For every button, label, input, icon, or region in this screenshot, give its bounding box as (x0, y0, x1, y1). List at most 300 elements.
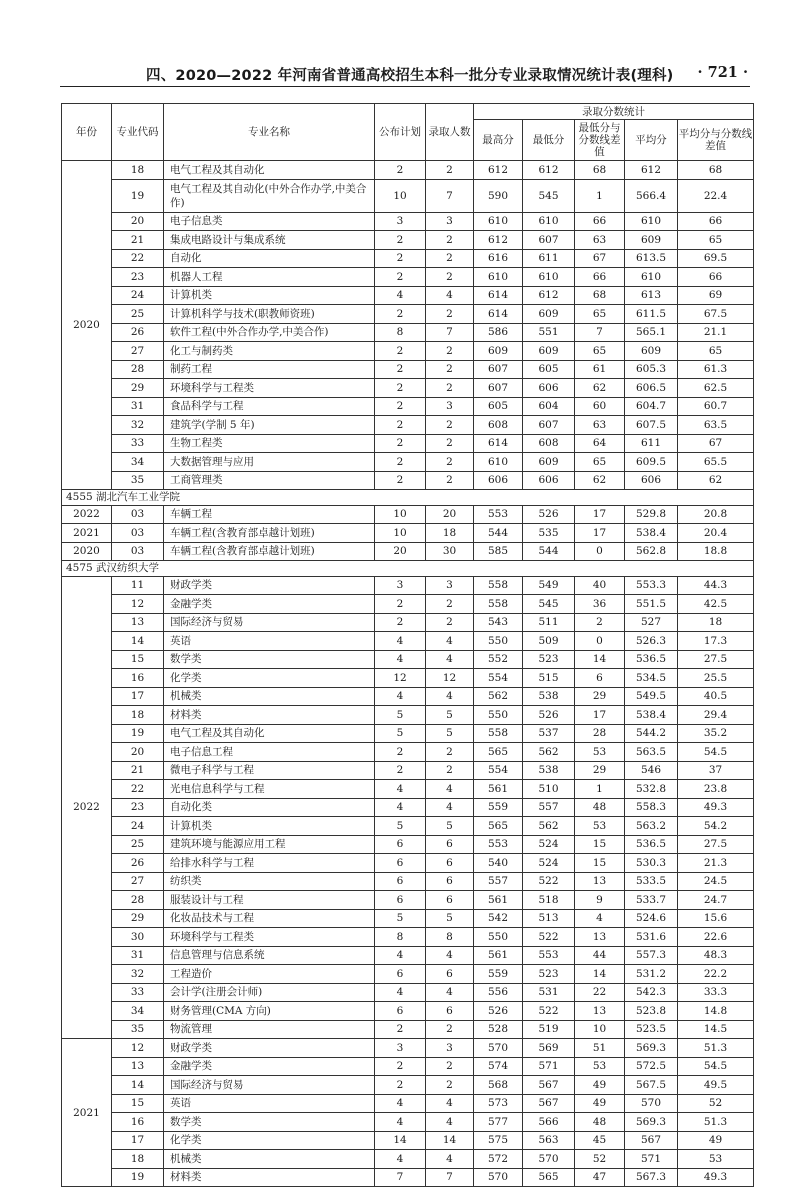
avg-cell: 563.2 (625, 817, 678, 836)
code-cell: 15 (112, 650, 164, 669)
min-diff-cell: 53 (575, 743, 625, 762)
min-cell: 522 (523, 872, 575, 891)
avg-diff-cell: 66 (678, 212, 754, 231)
avg-diff-cell: 49.3 (678, 1168, 754, 1187)
table-row (62, 434, 754, 453)
min-cell: 606 (523, 471, 575, 490)
min-cell: 526 (523, 706, 575, 725)
major-name-cell: 食品科学与工程 (164, 397, 375, 416)
plan-cell: 6 (375, 854, 426, 873)
major-name-cell: 国际经济与贸易 (164, 1076, 375, 1095)
plan-cell: 5 (375, 706, 426, 725)
major-name-cell: 会计学(注册会计师) (164, 983, 375, 1002)
avg-diff-cell: 49 (678, 1131, 754, 1150)
avg-diff-cell: 22.6 (678, 928, 754, 947)
col-avg: 平均分 (625, 120, 678, 161)
min-cell: 570 (523, 1150, 575, 1169)
code-cell: 25 (112, 835, 164, 854)
plan-cell: 2 (375, 268, 426, 287)
min-diff-cell: 62 (575, 379, 625, 398)
plan-cell: 6 (375, 872, 426, 891)
max-cell: 607 (474, 379, 523, 398)
avg-cell: 536.5 (625, 650, 678, 669)
institution-row (62, 561, 754, 577)
min-diff-cell: 9 (575, 891, 625, 910)
major-name-cell: 金融学类 (164, 595, 375, 614)
table-row (62, 761, 754, 780)
min-diff-cell: 63 (575, 231, 625, 250)
min-cell: 604 (523, 397, 575, 416)
code-cell: 26 (112, 854, 164, 873)
avg-cell: 558.3 (625, 798, 678, 817)
col-code: 专业代码 (112, 104, 164, 161)
min-cell: 510 (523, 780, 575, 799)
admitted-cell: 2 (426, 453, 474, 472)
min-diff-cell: 13 (575, 872, 625, 891)
admitted-cell: 4 (426, 650, 474, 669)
year-cell: 2022 (62, 505, 112, 524)
max-cell: 559 (474, 965, 523, 984)
min-diff-cell: 44 (575, 946, 625, 965)
table-row (62, 632, 754, 651)
min-cell: 535 (523, 524, 575, 543)
avg-diff-cell: 60.7 (678, 397, 754, 416)
col-avg-diff: 平均分与分数线差值 (678, 120, 754, 161)
institution-name: 4575 武汉纺织大学 (62, 561, 754, 577)
avg-diff-cell: 48.3 (678, 946, 754, 965)
avg-diff-cell: 21.1 (678, 323, 754, 342)
admitted-cell: 2 (426, 305, 474, 324)
admitted-cell: 2 (426, 595, 474, 614)
avg-diff-cell: 42.5 (678, 595, 754, 614)
avg-cell: 538.4 (625, 524, 678, 543)
max-cell: 543 (474, 613, 523, 632)
avg-cell: 609 (625, 231, 678, 250)
table-row (62, 706, 754, 725)
avg-diff-cell: 37 (678, 761, 754, 780)
min-diff-cell: 28 (575, 724, 625, 743)
admitted-cell: 4 (426, 798, 474, 817)
plan-cell: 10 (375, 179, 426, 212)
code-cell: 23 (112, 798, 164, 817)
min-diff-cell: 67 (575, 249, 625, 268)
min-cell: 567 (523, 1094, 575, 1113)
plan-cell: 6 (375, 965, 426, 984)
institution-name: 4555 湖北汽车工业学院 (62, 490, 754, 506)
avg-cell: 605.3 (625, 360, 678, 379)
min-diff-cell: 10 (575, 1020, 625, 1039)
code-cell: 29 (112, 909, 164, 928)
avg-diff-cell: 65 (678, 342, 754, 361)
table-row (62, 379, 754, 398)
min-cell: 569 (523, 1039, 575, 1058)
admitted-cell: 2 (426, 360, 474, 379)
plan-cell: 2 (375, 1076, 426, 1095)
avg-diff-cell: 52 (678, 1094, 754, 1113)
min-diff-cell: 66 (575, 268, 625, 287)
major-name-cell: 工商管理类 (164, 471, 375, 490)
admission-table (61, 103, 754, 1187)
table-row (62, 1076, 754, 1095)
plan-cell: 2 (375, 471, 426, 490)
min-cell: 563 (523, 1131, 575, 1150)
max-cell: 556 (474, 983, 523, 1002)
avg-diff-cell: 27.5 (678, 650, 754, 669)
min-cell: 566 (523, 1113, 575, 1132)
col-admitted: 录取人数 (426, 104, 474, 161)
table-row (62, 471, 754, 490)
min-cell: 544 (523, 542, 575, 561)
code-cell: 27 (112, 872, 164, 891)
table-row (62, 854, 754, 873)
avg-diff-cell: 62 (678, 471, 754, 490)
max-cell: 586 (474, 323, 523, 342)
major-name-cell: 化工与制药类 (164, 342, 375, 361)
code-cell: 31 (112, 397, 164, 416)
min-diff-cell: 15 (575, 835, 625, 854)
max-cell: 561 (474, 946, 523, 965)
major-name-cell: 机械类 (164, 687, 375, 706)
plan-cell: 2 (375, 249, 426, 268)
admitted-cell: 2 (426, 761, 474, 780)
page-number: · 721 · (697, 64, 748, 81)
code-cell: 03 (112, 524, 164, 543)
col-name: 专业名称 (164, 104, 375, 161)
admitted-cell: 4 (426, 780, 474, 799)
code-cell: 20 (112, 743, 164, 762)
plan-cell: 4 (375, 1113, 426, 1132)
max-cell: 612 (474, 231, 523, 250)
admitted-cell: 2 (426, 416, 474, 435)
avg-diff-cell: 54.5 (678, 743, 754, 762)
avg-cell: 544.2 (625, 724, 678, 743)
max-cell: 590 (474, 179, 523, 212)
min-cell: 607 (523, 231, 575, 250)
admitted-cell: 4 (426, 687, 474, 706)
max-cell: 553 (474, 505, 523, 524)
min-diff-cell: 0 (575, 542, 625, 561)
code-cell: 33 (112, 434, 164, 453)
table-row (62, 542, 754, 561)
table-row (62, 1113, 754, 1132)
avg-diff-cell: 14.8 (678, 1002, 754, 1021)
min-cell: 523 (523, 965, 575, 984)
major-name-cell: 财政学类 (164, 576, 375, 595)
min-cell: 531 (523, 983, 575, 1002)
major-name-cell: 机器人工程 (164, 268, 375, 287)
avg-cell: 531.2 (625, 965, 678, 984)
avg-diff-cell: 49.3 (678, 798, 754, 817)
major-name-cell: 车辆工程(含教育部卓越计划班) (164, 524, 375, 543)
admitted-cell: 2 (426, 342, 474, 361)
avg-cell: 613.5 (625, 249, 678, 268)
max-cell: 565 (474, 817, 523, 836)
min-cell: 524 (523, 854, 575, 873)
avg-diff-cell: 20.4 (678, 524, 754, 543)
plan-cell: 2 (375, 379, 426, 398)
table-row (62, 909, 754, 928)
avg-diff-cell: 33.3 (678, 983, 754, 1002)
admitted-cell: 18 (426, 524, 474, 543)
plan-cell: 10 (375, 524, 426, 543)
major-name-cell: 电子信息类 (164, 212, 375, 231)
admitted-cell: 20 (426, 505, 474, 524)
min-diff-cell: 65 (575, 453, 625, 472)
avg-diff-cell: 69 (678, 286, 754, 305)
code-cell: 28 (112, 891, 164, 910)
avg-diff-cell: 25.5 (678, 669, 754, 688)
plan-cell: 7 (375, 1168, 426, 1187)
code-cell: 24 (112, 286, 164, 305)
table-row (62, 323, 754, 342)
min-cell: 562 (523, 743, 575, 762)
min-cell: 608 (523, 434, 575, 453)
table-row (62, 231, 754, 250)
code-cell: 18 (112, 1150, 164, 1169)
plan-cell: 6 (375, 835, 426, 854)
plan-cell: 2 (375, 595, 426, 614)
major-name-cell: 纺织类 (164, 872, 375, 891)
max-cell: 605 (474, 397, 523, 416)
admitted-cell: 2 (426, 231, 474, 250)
code-cell: 22 (112, 249, 164, 268)
admitted-cell: 30 (426, 542, 474, 561)
code-cell: 32 (112, 965, 164, 984)
table-row (62, 1002, 754, 1021)
code-cell: 25 (112, 305, 164, 324)
table-row (62, 724, 754, 743)
min-diff-cell: 68 (575, 161, 625, 180)
avg-cell: 533.7 (625, 891, 678, 910)
major-name-cell: 化学类 (164, 1131, 375, 1150)
year-cell: 2020 (62, 542, 112, 561)
major-name-cell: 车辆工程 (164, 505, 375, 524)
avg-cell: 538.4 (625, 706, 678, 725)
admitted-cell: 14 (426, 1131, 474, 1150)
avg-cell: 610 (625, 268, 678, 287)
min-diff-cell: 2 (575, 613, 625, 632)
avg-diff-cell: 63.5 (678, 416, 754, 435)
table-row (62, 595, 754, 614)
max-cell: 528 (474, 1020, 523, 1039)
plan-cell: 2 (375, 613, 426, 632)
code-cell: 16 (112, 669, 164, 688)
max-cell: 585 (474, 542, 523, 561)
avg-cell: 562.8 (625, 542, 678, 561)
avg-diff-cell: 61.3 (678, 360, 754, 379)
min-diff-cell: 17 (575, 505, 625, 524)
avg-diff-cell: 53 (678, 1150, 754, 1169)
major-name-cell: 服装设计与工程 (164, 891, 375, 910)
admitted-cell: 5 (426, 724, 474, 743)
max-cell: 610 (474, 212, 523, 231)
major-name-cell: 材料类 (164, 1168, 375, 1187)
admitted-cell: 7 (426, 179, 474, 212)
min-diff-cell: 13 (575, 1002, 625, 1021)
major-name-cell: 大数据管理与应用 (164, 453, 375, 472)
major-name-cell: 财务管理(CMA 方向) (164, 1002, 375, 1021)
avg-diff-cell: 22.4 (678, 179, 754, 212)
max-cell: 561 (474, 780, 523, 799)
major-name-cell: 生物工程类 (164, 434, 375, 453)
admitted-cell: 6 (426, 1002, 474, 1021)
min-diff-cell: 1 (575, 780, 625, 799)
code-cell: 21 (112, 231, 164, 250)
table-row (62, 342, 754, 361)
major-name-cell: 英语 (164, 1094, 375, 1113)
min-diff-cell: 4 (575, 909, 625, 928)
admitted-cell: 2 (426, 434, 474, 453)
table-row (62, 743, 754, 762)
max-cell: 559 (474, 798, 523, 817)
max-cell: 565 (474, 743, 523, 762)
max-cell: 550 (474, 928, 523, 947)
avg-diff-cell: 54.2 (678, 817, 754, 836)
avg-cell: 549.5 (625, 687, 678, 706)
table-body (62, 161, 754, 1187)
max-cell: 558 (474, 576, 523, 595)
table-row (62, 397, 754, 416)
plan-cell: 4 (375, 798, 426, 817)
plan-cell: 2 (375, 743, 426, 762)
avg-cell: 609.5 (625, 453, 678, 472)
max-cell: 526 (474, 1002, 523, 1021)
col-plan: 公布计划 (375, 104, 426, 161)
code-cell: 34 (112, 1002, 164, 1021)
plan-cell: 2 (375, 360, 426, 379)
table-row (62, 650, 754, 669)
min-cell: 549 (523, 576, 575, 595)
avg-diff-cell: 14.5 (678, 1020, 754, 1039)
admitted-cell: 12 (426, 669, 474, 688)
avg-cell: 546 (625, 761, 678, 780)
max-cell: 573 (474, 1094, 523, 1113)
plan-cell: 3 (375, 212, 426, 231)
max-cell: 550 (474, 706, 523, 725)
admitted-cell: 4 (426, 983, 474, 1002)
plan-cell: 4 (375, 946, 426, 965)
table-row (62, 286, 754, 305)
plan-cell: 2 (375, 453, 426, 472)
plan-cell: 4 (375, 1150, 426, 1169)
max-cell: 574 (474, 1057, 523, 1076)
major-name-cell: 自动化 (164, 249, 375, 268)
major-name-cell: 数学类 (164, 650, 375, 669)
admitted-cell: 7 (426, 323, 474, 342)
min-diff-cell: 63 (575, 416, 625, 435)
min-diff-cell: 60 (575, 397, 625, 416)
plan-cell: 2 (375, 761, 426, 780)
code-cell: 26 (112, 323, 164, 342)
table-row (62, 576, 754, 595)
min-diff-cell: 48 (575, 1113, 625, 1132)
major-name-cell: 材料类 (164, 706, 375, 725)
major-name-cell: 信息管理与信息系统 (164, 946, 375, 965)
min-diff-cell: 64 (575, 434, 625, 453)
code-cell: 30 (112, 928, 164, 947)
plan-cell: 6 (375, 1002, 426, 1021)
table-row (62, 212, 754, 231)
code-cell: 34 (112, 453, 164, 472)
code-cell: 15 (112, 1094, 164, 1113)
table-row (62, 1168, 754, 1187)
avg-diff-cell: 51.3 (678, 1039, 754, 1058)
table-row (62, 305, 754, 324)
major-name-cell: 光电信息科学与工程 (164, 780, 375, 799)
avg-diff-cell: 24.7 (678, 891, 754, 910)
major-name-cell: 电气工程及其自动化 (164, 724, 375, 743)
admitted-cell: 6 (426, 965, 474, 984)
admitted-cell: 2 (426, 249, 474, 268)
max-cell: 607 (474, 360, 523, 379)
plan-cell: 12 (375, 669, 426, 688)
min-diff-cell: 6 (575, 669, 625, 688)
avg-cell: 557.3 (625, 946, 678, 965)
code-cell: 12 (112, 595, 164, 614)
min-cell: 511 (523, 613, 575, 632)
table-row (62, 965, 754, 984)
table-row (62, 1039, 754, 1058)
table-row (62, 835, 754, 854)
table-row (62, 780, 754, 799)
code-cell: 13 (112, 613, 164, 632)
min-cell: 612 (523, 286, 575, 305)
code-cell: 03 (112, 505, 164, 524)
table-row (62, 613, 754, 632)
avg-cell: 565.1 (625, 323, 678, 342)
min-cell: 567 (523, 1076, 575, 1095)
avg-cell: 567 (625, 1131, 678, 1150)
avg-cell: 569.3 (625, 1039, 678, 1058)
major-name-cell: 计算机类 (164, 817, 375, 836)
max-cell: 540 (474, 854, 523, 873)
major-name-cell: 数学类 (164, 1113, 375, 1132)
plan-cell: 2 (375, 397, 426, 416)
min-diff-cell: 7 (575, 323, 625, 342)
table-row (62, 891, 754, 910)
avg-diff-cell: 69.5 (678, 249, 754, 268)
plan-cell: 4 (375, 650, 426, 669)
max-cell: 552 (474, 650, 523, 669)
min-diff-cell: 0 (575, 632, 625, 651)
min-diff-cell: 53 (575, 1057, 625, 1076)
min-cell: 562 (523, 817, 575, 836)
min-diff-cell: 68 (575, 286, 625, 305)
avg-diff-cell: 29.4 (678, 706, 754, 725)
year-cell: 2022 (62, 576, 112, 1039)
code-cell: 31 (112, 946, 164, 965)
major-name-cell: 给排水科学与工程 (164, 854, 375, 873)
max-cell: 568 (474, 1076, 523, 1095)
major-name-cell: 国际经济与贸易 (164, 613, 375, 632)
code-cell: 22 (112, 780, 164, 799)
code-cell: 14 (112, 1076, 164, 1095)
max-cell: 614 (474, 305, 523, 324)
plan-cell: 8 (375, 928, 426, 947)
min-diff-cell: 49 (575, 1094, 625, 1113)
max-cell: 609 (474, 342, 523, 361)
max-cell: 610 (474, 453, 523, 472)
avg-diff-cell: 18.8 (678, 542, 754, 561)
max-cell: 614 (474, 286, 523, 305)
major-name-cell: 机械类 (164, 1150, 375, 1169)
min-diff-cell: 14 (575, 650, 625, 669)
plan-cell: 2 (375, 231, 426, 250)
code-cell: 19 (112, 179, 164, 212)
code-cell: 03 (112, 542, 164, 561)
min-diff-cell: 17 (575, 706, 625, 725)
admitted-cell: 4 (426, 1094, 474, 1113)
